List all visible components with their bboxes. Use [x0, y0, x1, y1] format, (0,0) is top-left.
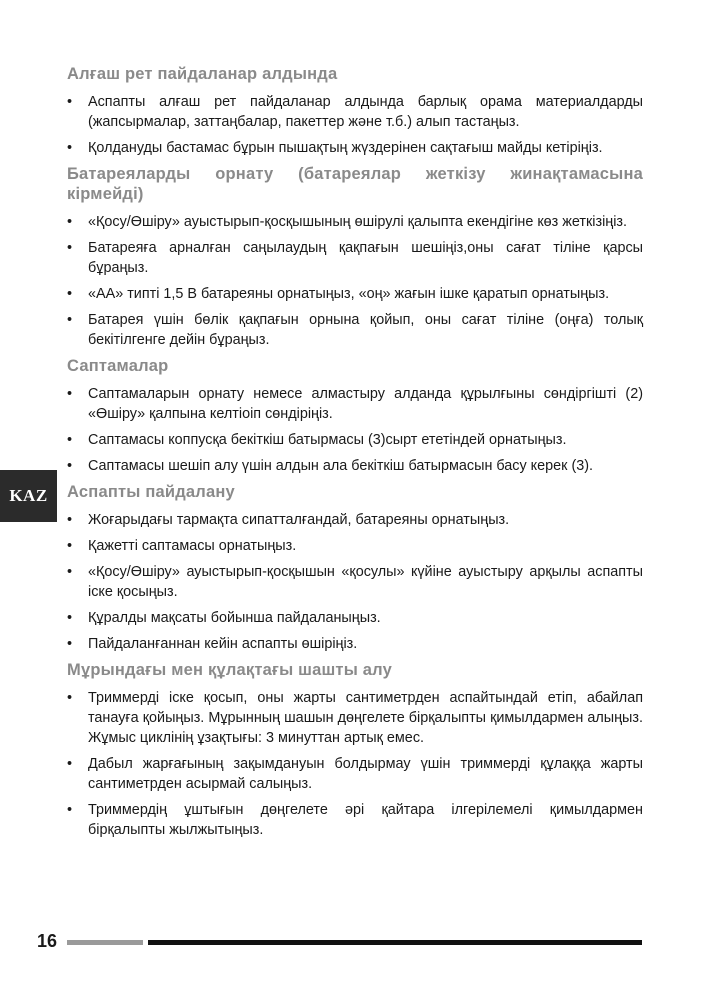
bullet-list [67, 212, 643, 350]
list-item: • Саптамасы коппусқа бекіткіш батырмасы (3)сырт ететіндей орнатыңыз. [67, 432, 567, 448]
list-item: • «АА» типті 1,5 В батареяны орнатыңыз, «оң» жағын ішке қаратып орнатыңыз. [67, 286, 610, 302]
section-heading: Мұрындағы мен құлақтағы шашты алу [67, 661, 392, 679]
language-tab: KAZ [0, 470, 57, 522]
list-item: • Саптамасы шешіп алу үшін алдын ала бекіткіш батырмасын басу керек (3). [67, 458, 594, 474]
list-item: • Батарея үшін бөлік қақпағын орнына қойып, оны сағат тіліне (оңға) толық бекітілгенге дейін бұраңыз. [67, 312, 643, 348]
footer-rule-gray [67, 940, 143, 945]
bullet-list [67, 510, 643, 654]
list-item: • Қолдануды бастамас бұрын пышақтың жүздерінен сақтағыш майды кетіріңіз. [67, 140, 603, 156]
list-item: • Дабыл жарғағының зақымдануын болдырмау үшін триммерді құлаққа жарты сантиметрден асырмай салыңыз. [67, 756, 643, 792]
section-before-first-use [67, 64, 643, 158]
bullet-list [67, 92, 643, 158]
bullet-list [67, 688, 643, 840]
bullet-list [67, 384, 643, 476]
list-item: • Пайдаланғаннан кейін аспапты өшіріңіз. [67, 636, 358, 652]
list-item: • Аспапты алғаш рет пайдаланар алдында барлық орама материалдарды (жапсырмалар, заттаңбалар, пакеттер және т.б.) алып тастаңыз. [67, 94, 643, 130]
section-attachments [67, 356, 643, 476]
manual-content [67, 64, 643, 846]
list-item: • «Қосу/Өшіру» ауыстырып-қосқышының өшірулі қалыпта екендігіне көз жеткізіңіз. [67, 214, 628, 230]
page-number: 16 [37, 931, 58, 951]
section-nose-ear-hair [67, 660, 643, 840]
list-item: • Қажетті саптамасы орнатыңыз. [67, 538, 297, 554]
list-item: • Саптамаларын орнату немесе алмастыру алданда құрылғыны сөндіргішті (2) «Өшіру» қалпына келтіоіп сөндіріңіз. [67, 386, 643, 422]
section-heading: Батареяларды орнату (батареялар жеткізу жинақтамасына кірмейді) [67, 165, 643, 203]
section-usage [67, 482, 643, 654]
list-item: • Триммердің ұштығын дөңгелете әрі қайтара ілгерілемелі қимылдармен бірқалыпты жылжытыңыз. [67, 802, 643, 838]
list-item: • Жоғарыдағы тармақта сипатталғандай, батареяны орнатыңыз. [67, 512, 510, 528]
footer-rule-black [148, 940, 642, 945]
list-item: • «Қосу/Өшіру» ауыстырып-қосқышын «қосулы» күйіне ауыстыру арқылы аспапты іске қосыңыз. [67, 564, 643, 600]
section-heading: Аспапты пайдалану [67, 483, 235, 501]
section-battery-install [67, 164, 643, 350]
list-item: • Құралды мақсаты бойынша пайдаланыңыз. [67, 610, 381, 626]
section-heading: Алғаш рет пайдаланар алдында [67, 65, 338, 83]
list-item: • Батареяға арналған саңылаудың қақпағын шешіңіз,оны сағат тіліне қарсы бұраңыз. [67, 240, 643, 276]
section-heading: Саптамалар [67, 357, 169, 375]
list-item: • Триммерді іске қосып, оны жарты сантиметрден аспайтындай етіп, абайлап танауға қойыңыз. Мұрынның шашын дөңгелете бірқалыпты қимылдармен алыңыз. Жұмыс циклінің ұзақтығы: 3 минуттан артық емес. [67, 690, 643, 746]
